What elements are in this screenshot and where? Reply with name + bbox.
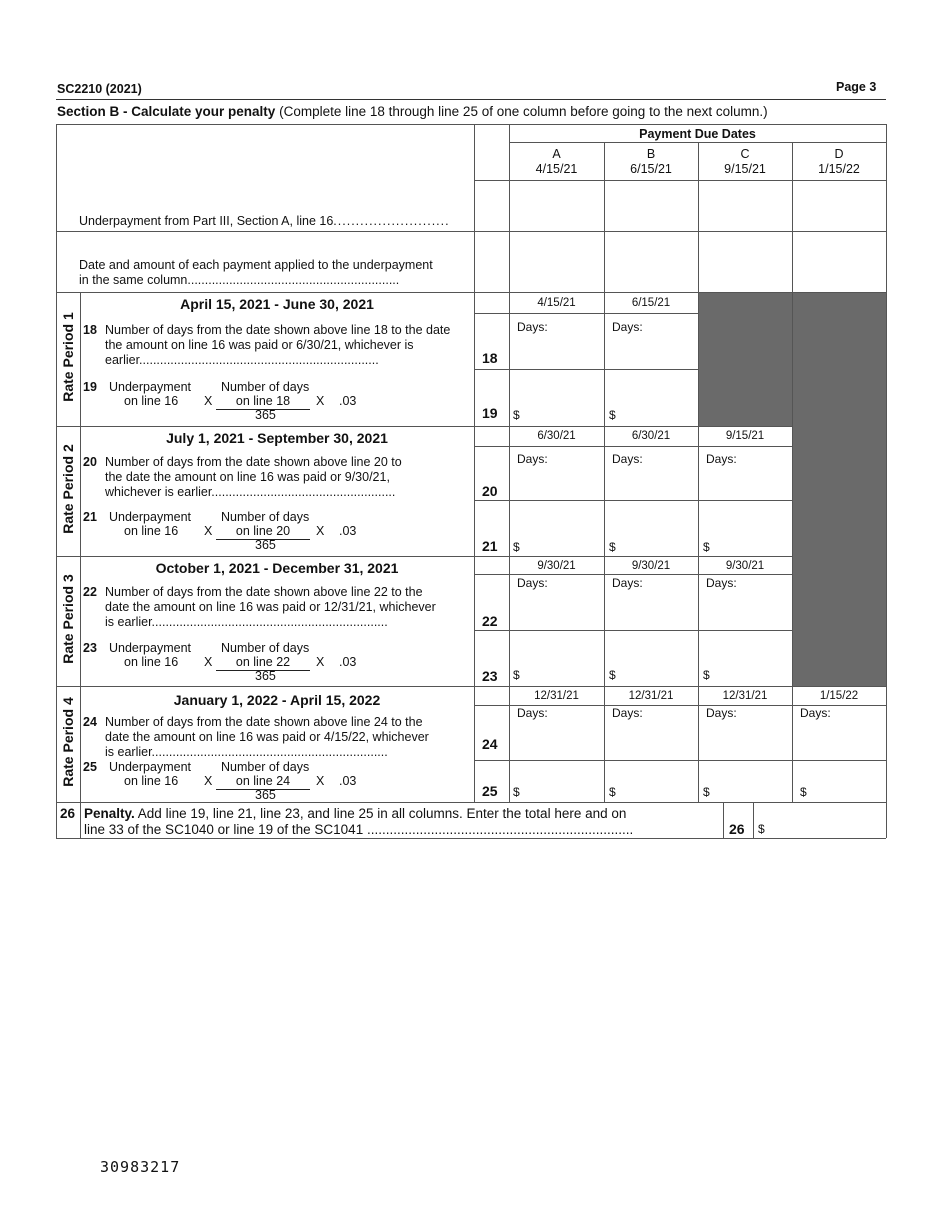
period-2-heading: July 1, 2021 - September 30, 2021 bbox=[166, 430, 388, 446]
period-4-heading: January 1, 2022 - April 15, 2022 bbox=[173, 692, 381, 708]
form-id: SC2210 (2021) bbox=[57, 82, 142, 96]
l22-c-days[interactable]: Days: bbox=[706, 576, 737, 590]
rate-period-4-label: Rate Period 4 bbox=[60, 697, 76, 787]
l18-b-days[interactable]: Days: bbox=[612, 320, 643, 334]
l25-b-amount[interactable]: $ bbox=[609, 785, 616, 799]
shaded-cell-c-period1 bbox=[699, 293, 792, 426]
p4-date-c: 12/31/21 bbox=[722, 690, 768, 702]
line-24-number: 24 bbox=[482, 736, 498, 752]
l20-a-days[interactable]: Days: bbox=[517, 452, 548, 466]
l25-a-amount[interactable]: $ bbox=[513, 785, 520, 799]
l23-b-amount[interactable]: $ bbox=[609, 668, 616, 682]
line-20-number: 20 bbox=[482, 483, 498, 499]
column-d-header: D 1/15/22 bbox=[818, 147, 860, 176]
line-19-num-label: 19 bbox=[83, 380, 97, 394]
p4-date-b: 12/31/21 bbox=[628, 690, 674, 702]
line-21-number: 21 bbox=[482, 538, 498, 554]
line-24-description: 24 Number of days from the date shown above line 24 to the date the amount on line 16 was paid or 4/15/22, whichever is earlier.................................................................... bbox=[83, 715, 429, 759]
column-b-header: B 6/15/21 bbox=[630, 147, 672, 176]
l25-c-amount[interactable]: $ bbox=[703, 785, 710, 799]
p2-date-c: 9/15/21 bbox=[725, 430, 765, 442]
period-1-heading: April 15, 2021 - June 30, 2021 bbox=[180, 296, 374, 312]
underpayment-row-label: Underpayment from Part III, Section A, line 16.......................... bbox=[79, 214, 450, 228]
l25-d-amount[interactable]: $ bbox=[800, 785, 807, 799]
line-19-number: 19 bbox=[482, 405, 498, 421]
l24-b-days[interactable]: Days: bbox=[612, 706, 643, 720]
barcode-number: 30983217 bbox=[100, 1158, 181, 1176]
rate-period-2-label: Rate Period 2 bbox=[60, 444, 76, 534]
line-20-description: 20 Number of days from the date shown above line 20 to the date the amount on line 16 was paid or 9/30/21, whichever is earlier..................................................... bbox=[83, 455, 402, 499]
column-c-header: C 9/15/21 bbox=[724, 147, 766, 176]
l24-d-days[interactable]: Days: bbox=[800, 706, 831, 720]
line-18-description: 18 Number of days from the date shown above line 18 to the date the amount on line 16 was paid or 6/30/21, whichever is earlier..................................................................... bbox=[83, 323, 451, 367]
section-title: Section B - Calculate your penalty (Complete line 18 through line 25 of one column before going to the next column.) bbox=[57, 104, 768, 119]
p2-date-b: 6/30/21 bbox=[631, 430, 671, 442]
payment-due-dates-header: Payment Due Dates bbox=[639, 127, 756, 141]
rate-period-1-label: Rate Period 1 bbox=[60, 312, 76, 402]
l18-a-days[interactable]: Days: bbox=[517, 320, 548, 334]
line-23-num-label: 23 bbox=[83, 641, 97, 655]
page-number: Page 3 bbox=[836, 80, 877, 94]
period-3-heading: October 1, 2021 - December 31, 2021 bbox=[155, 560, 399, 576]
line-26-num-label: 26 bbox=[60, 806, 76, 821]
line-26-number: 26 bbox=[729, 821, 745, 837]
p4-date-a: 12/31/21 bbox=[534, 690, 579, 702]
column-a-header: A 4/15/21 bbox=[535, 147, 578, 176]
shaded-cell-d-periods1-3 bbox=[793, 293, 886, 686]
l24-a-days[interactable]: Days: bbox=[517, 706, 548, 720]
l22-b-days[interactable]: Days: bbox=[612, 576, 643, 590]
line-25-num-label: 25 bbox=[83, 760, 97, 774]
l21-c-amount[interactable]: $ bbox=[703, 540, 710, 554]
line-23-number: 23 bbox=[482, 668, 498, 684]
line-18-number: 18 bbox=[482, 350, 498, 366]
p3-date-c: 9/30/21 bbox=[725, 560, 765, 572]
line-22-number: 22 bbox=[482, 613, 498, 629]
p3-date-b: 9/30/21 bbox=[631, 560, 671, 572]
l20-b-days[interactable]: Days: bbox=[612, 452, 643, 466]
rate-period-3-label: Rate Period 3 bbox=[60, 574, 76, 664]
p1-date-a: 4/15/21 bbox=[537, 297, 576, 309]
l23-a-amount[interactable]: $ bbox=[513, 668, 520, 682]
line-26-description: Penalty. Add line 19, line 21, line 23, and line 25 in all columns. Enter the total here and on line 33 of the SC1040 or line 19 of the SC1041 ....................................................................... bbox=[84, 806, 634, 837]
l22-a-days[interactable]: Days: bbox=[517, 576, 548, 590]
l21-a-amount[interactable]: $ bbox=[513, 540, 520, 554]
l20-c-days[interactable]: Days: bbox=[706, 452, 737, 466]
payments-row-label: Date and amount of each payment applied to the underpayment in the same column............................................................. bbox=[79, 258, 433, 287]
line-21-num-label: 21 bbox=[83, 510, 97, 524]
l21-b-amount[interactable]: $ bbox=[609, 540, 616, 554]
p1-date-b: 6/15/21 bbox=[631, 297, 671, 309]
l23-c-amount[interactable]: $ bbox=[703, 668, 710, 682]
l24-c-days[interactable]: Days: bbox=[706, 706, 737, 720]
line-25-number: 25 bbox=[482, 783, 498, 799]
l19-a-amount[interactable]: $ bbox=[513, 408, 520, 422]
l26-total-amount[interactable]: $ bbox=[758, 822, 765, 836]
l19-b-amount[interactable]: $ bbox=[609, 408, 616, 422]
p2-date-a: 6/30/21 bbox=[537, 430, 576, 442]
line-22-description: 22 Number of days from the date shown above line 22 to the date the amount on line 16 was paid or 12/31/21, whichever is earlier.................................................................... bbox=[83, 585, 436, 629]
p3-date-a: 9/30/21 bbox=[537, 560, 576, 572]
p4-date-d: 1/15/22 bbox=[819, 690, 859, 702]
